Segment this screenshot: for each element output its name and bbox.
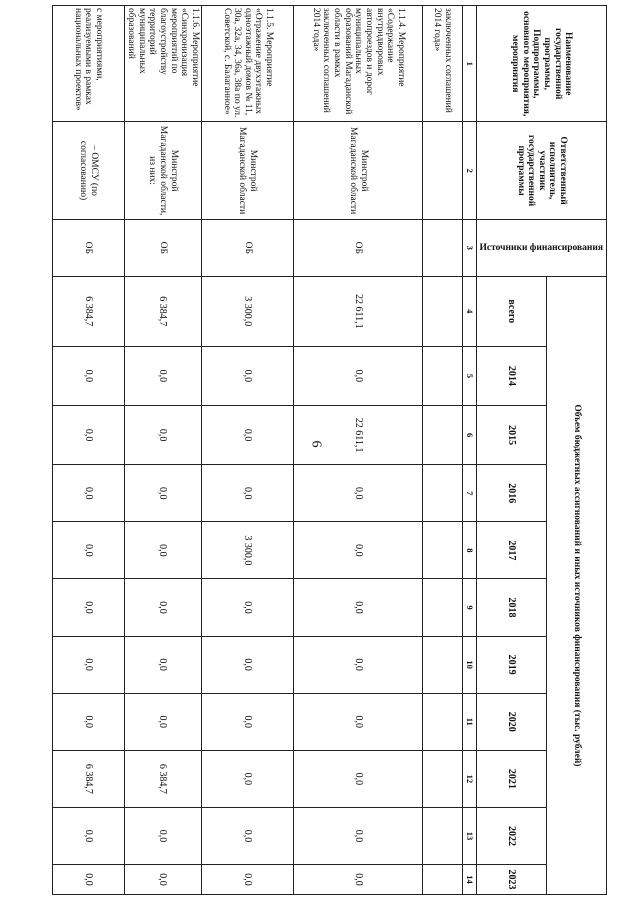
row-value (423, 465, 463, 522)
row-value: 0,0 (202, 865, 294, 895)
col-number: 5 (463, 346, 477, 405)
col-number: 3 (463, 219, 477, 276)
page-number: 6 (308, 440, 324, 448)
row-value: 0,0 (202, 807, 294, 864)
rotated-table-container (62, 5, 607, 895)
row-source: ОБ (52, 219, 124, 276)
year-2019: 2019 (477, 636, 547, 693)
year-2021: 2021 (477, 750, 547, 807)
row-value: 0,0 (294, 522, 423, 579)
row-value: 0,0 (202, 750, 294, 807)
header-responsible: Ответственный исполнитель, участник государственной программы (477, 122, 607, 219)
year-2014: 2014 (477, 346, 547, 405)
col-number: 14 (463, 865, 477, 895)
header-source (477, 219, 607, 276)
row-value: 0,0 (294, 465, 423, 522)
row-value: 0,0 (124, 579, 201, 636)
row-value: 0,0 (124, 405, 201, 464)
row-responsible: Минстрой Магаданской области (202, 122, 294, 219)
row-name: с мероприятиями, реализуемыми в рамках национальных проектов» (52, 6, 124, 122)
row-value: 0,0 (124, 636, 201, 693)
header-source-label: Источники финансирования (479, 242, 604, 253)
row-value: 22 611,1 (294, 276, 423, 346)
financing-table (52, 5, 607, 895)
row-value: 0,0 (52, 465, 124, 522)
row-value: 0,0 (52, 579, 124, 636)
row-value: 6 384,7 (52, 276, 124, 346)
col-number: 2 (463, 122, 477, 219)
row-value: 0,0 (294, 636, 423, 693)
year-2022: 2022 (477, 807, 547, 864)
row-value: 0,0 (202, 579, 294, 636)
row-value: 6 384,7 (124, 276, 201, 346)
row-value (423, 750, 463, 807)
row-name: 1.1.6. Мероприятие «Синхронизация мероприятий по благоустройству территорий муниципальных образований (124, 6, 201, 122)
col-number: 6 (463, 405, 477, 464)
row-source: ОБ (124, 219, 201, 276)
row-value: 0,0 (202, 346, 294, 405)
row-value: 0,0 (294, 750, 423, 807)
row-name: заключенных соглашений 2014 года» (423, 6, 463, 122)
header-row-1 (547, 6, 607, 895)
row-value: 0,0 (124, 346, 201, 405)
row-value (423, 807, 463, 864)
row-value: 0,0 (124, 522, 201, 579)
year-2017: 2017 (477, 522, 547, 579)
row-value: 0,0 (52, 522, 124, 579)
table-row (124, 6, 201, 895)
row-value: 0,0 (294, 693, 423, 750)
row-value (423, 276, 463, 346)
row-value: 0,0 (124, 807, 201, 864)
row-responsible: – ОМСУ (по согласованию) (52, 122, 124, 219)
row-value: 6 384,7 (52, 750, 124, 807)
year-2023: 2023 (477, 865, 547, 895)
row-value: 0,0 (202, 693, 294, 750)
col-number: 10 (463, 636, 477, 693)
row-value: 0,0 (294, 346, 423, 405)
column-numbers-row (463, 6, 477, 895)
row-source (423, 219, 463, 276)
row-source: ОБ (294, 219, 423, 276)
row-value (423, 346, 463, 405)
col-number: 1 (463, 6, 477, 122)
col-number: 11 (463, 693, 477, 750)
row-responsible: Минстрой Магаданской области (294, 122, 423, 219)
row-value: 0,0 (294, 807, 423, 864)
row-value: 0,0 (52, 636, 124, 693)
row-name: 1.1.4. Мероприятие «Содержание внутридворовых автопроездов и дорог муниципальных образований Магаданской области в рамках заключенных соглашений 2014 года» (294, 6, 423, 122)
table-row (294, 6, 423, 895)
row-value: 0,0 (52, 693, 124, 750)
row-source: ОБ (202, 219, 294, 276)
col-number: 9 (463, 579, 477, 636)
row-value (423, 636, 463, 693)
col-number: 7 (463, 465, 477, 522)
row-value: 0,0 (52, 807, 124, 864)
row-value: 0,0 (124, 465, 201, 522)
col-number: 4 (463, 276, 477, 346)
row-value: 0,0 (294, 865, 423, 895)
year-2018: 2018 (477, 579, 547, 636)
row-value (423, 405, 463, 464)
row-responsible: Минстрой Магаданской области, из них: (124, 122, 201, 219)
row-value: 22 611,1 (294, 405, 423, 464)
table-row (52, 6, 124, 895)
row-value: 0,0 (124, 693, 201, 750)
row-value: 0,0 (52, 346, 124, 405)
year-2016: 2016 (477, 465, 547, 522)
row-value (423, 865, 463, 895)
table-row (202, 6, 294, 895)
row-value: 0,0 (202, 636, 294, 693)
row-value: 0,0 (294, 579, 423, 636)
year-2020: 2020 (477, 693, 547, 750)
row-value: 3 300,0 (202, 276, 294, 346)
table-row (423, 6, 463, 895)
row-value: 0,0 (52, 405, 124, 464)
row-responsible (423, 122, 463, 219)
row-value: 3 300,0 (202, 522, 294, 579)
row-name: 1.1.5. Мероприятие «Отражение двухэтажных одноэтажный домов № 11, 30а, 32а, 34, 36а, 38а по ул. Советской, с. Балаганное» (202, 6, 294, 122)
col-number: 8 (463, 522, 477, 579)
year-total: всего (477, 276, 547, 346)
row-value: 0,0 (52, 865, 124, 895)
row-value: 0,0 (202, 465, 294, 522)
header-volume: Объем бюджетных ассигнований и иных источников финансирования (тыс. рублей) (547, 276, 607, 894)
year-2015: 2015 (477, 405, 547, 464)
col-number: 13 (463, 807, 477, 864)
row-value (423, 522, 463, 579)
row-value (423, 693, 463, 750)
row-value: 0,0 (202, 405, 294, 464)
row-value (423, 579, 463, 636)
header-name: Наименование государственной программы, Подпрограммы, основного мероприятия, мероприятия (477, 6, 607, 122)
row-value: 0,0 (124, 865, 201, 895)
col-number: 12 (463, 750, 477, 807)
row-value: 6 384,7 (124, 750, 201, 807)
